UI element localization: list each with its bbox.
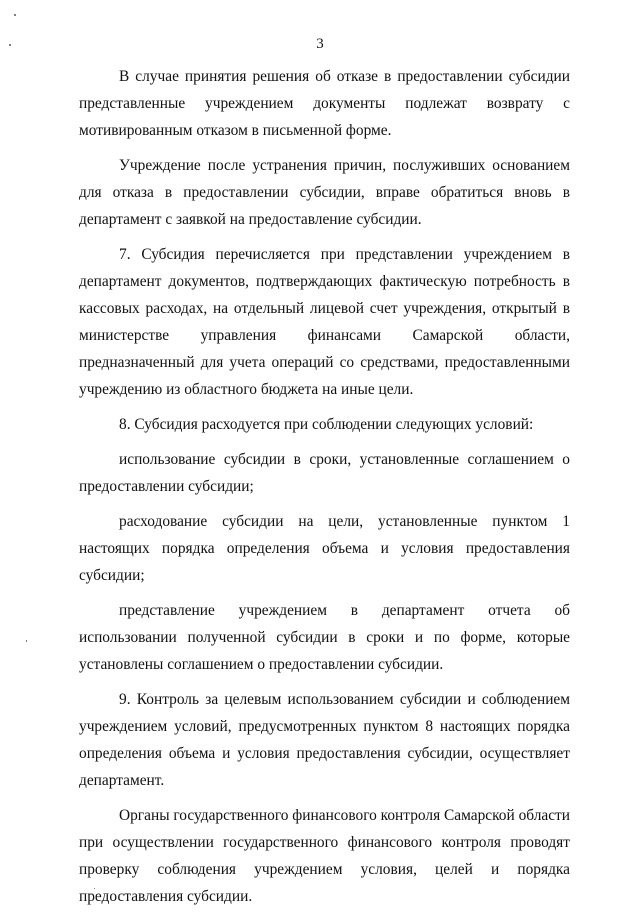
paragraph-item-7: 7. Субсидия перечисляется при представлении учреждением в департамент документов, подтверждающих фактическую потребность в кассовых расходах, на отдельный лицевой счет учреждения, открытый в министерстве управления финансами Самарской области, предназначенный для учета операций со средствами, предоставленными учреждению из областного бюджета на иные цели. bbox=[79, 246, 570, 398]
paragraph-item-9: 9. Контроль за целевым использованием субсидии и соблюдением учреждением условий, предусмотренных пунктом 8 настоящих порядка определения объема и условия предоставления субсидии, осуществляет департамент. bbox=[79, 691, 570, 789]
paragraph-condition-report: представление учреждением в департамент отчета об использовании полученной субсидии в сроки и по форме, которые установлены соглашением о предоставлении субсидии. bbox=[79, 602, 570, 673]
scan-speck bbox=[26, 640, 27, 642]
paragraph-condition-terms: использование субсидии в сроки, установленные соглашением о предоставлении субсидии; bbox=[79, 451, 570, 495]
paragraph-item-8: 8. Субсидия расходуется при соблюдении следующих условий: bbox=[119, 416, 534, 433]
scan-speck bbox=[14, 14, 16, 16]
paragraph-financial-control: Органы государственного финансового контроля Самарской области при осуществлении государственного финансового контроля проводят проверку соблюдения учреждением условия, целей и порядка предоставления субсидии. bbox=[79, 807, 571, 905]
document-body bbox=[79, 63, 570, 918]
page-number: 3 bbox=[316, 36, 324, 52]
paragraph-condition-purpose: расходование субсидии на цели, установленные пунктом 1 настоящих порядка определения объема и условия предоставления субсидии; bbox=[79, 513, 570, 584]
paragraph-reapply: Учреждение после устранения причин, послуживших основанием для отказа в предоставлении субсидии, вправе обратиться вновь в департамент с заявкой на предоставление субсидии. bbox=[79, 157, 570, 228]
paragraph-refusal-return: В случае принятия решения об отказе в предоставлении субсидии представленные учреждением документы подлежат возврату с мотивированным отказом в письменной форме. bbox=[79, 68, 570, 139]
